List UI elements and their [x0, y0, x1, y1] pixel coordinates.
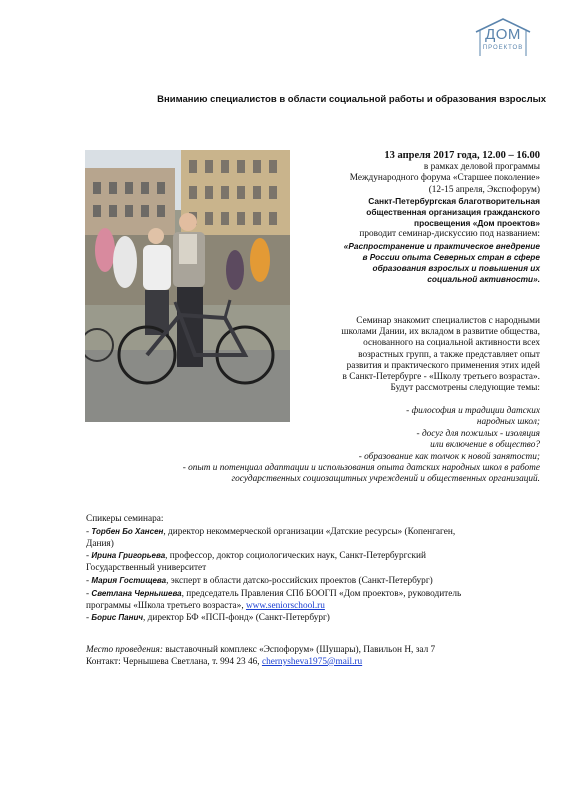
event-line: Международного форума «Старшее поколение» [349, 173, 540, 184]
description-line: возрастных групп, а также представляет опыт [358, 349, 540, 360]
speaker-item: - Торбен Бо Хансен, директор некоммерческой организации «Датские ресурсы» (Копенгаген, [86, 526, 456, 537]
description-line: в Санкт-Петербурге - «Школу третьего возраста». [342, 372, 540, 383]
speaker-name: Мария Гостищева [91, 575, 167, 585]
seminar-title-line: образования взрослых и повышения их [372, 262, 540, 273]
event-date: 13 апреля 2017 года, 12.00 – 16.00 [384, 150, 540, 161]
speakers-heading: Спикеры семинара: [86, 514, 164, 524]
speaker-desc-cont: Дания) [86, 538, 114, 549]
venue-text: выставочный комплекс «Эспофорум» (Шушары), Павильон Н, зал 7 [162, 645, 436, 655]
event-photo [85, 150, 290, 422]
event-details [296, 149, 540, 285]
event-line: (12-15 апреля, Экспофорум) [428, 184, 540, 195]
topic-line: - философия и традиции датских [406, 406, 540, 416]
speaker-item: - Мария Гостищева, эксперт в области датско-российских проектов (Санкт-Петербург) [86, 575, 433, 586]
event-line: в рамках деловой программы [423, 162, 540, 172]
contact-text: Контакт: Чернышева Светлана, т. 994 23 46, [86, 656, 262, 667]
organizer-line: общественная организация гражданского [366, 207, 540, 218]
topics-list [60, 406, 540, 486]
logo [468, 16, 538, 60]
seminar-description [296, 316, 540, 394]
venue-line [86, 645, 546, 657]
venue-section [86, 645, 546, 669]
topic-line: - образование как толчок к новой занятости; [358, 451, 540, 462]
speaker-desc: , эксперт в области датско-российских проектов (Санкт-Петербург) [166, 575, 433, 586]
logo-main-text: ДОМ [485, 26, 521, 43]
seminar-title-line: в России опыта Северных стран в сфере [362, 251, 540, 262]
speaker-name: Ирина Григорьева [91, 551, 166, 561]
description-line: основанного на социальной активности всех [363, 338, 540, 349]
contact-line [86, 657, 546, 669]
venue-label: Место проведения: [86, 645, 163, 655]
seminar-title-line: «Распространение и практическое внедрение [343, 240, 540, 251]
speaker-desc: программы «Школа третьего возраста», [86, 600, 246, 611]
organizer-line: Санкт-Петербургская благотворительная [368, 196, 540, 207]
seminar-intro: проводит семинар-дискуссию под названием: [359, 229, 540, 240]
headline: Вниманию специалистов в области социальной работы и образования взрослых [157, 94, 546, 105]
description-line: школами Дании, их вкладом в развитие общества, [341, 327, 540, 338]
seniorschool-link[interactable]: www.seniorschool.ru [245, 600, 325, 611]
topic-line: народных школ; [476, 417, 540, 428]
speaker-name: Борис Панич [91, 613, 144, 623]
speaker-desc: , директор БФ «ПСП-фонд» (Санкт-Петербург) [143, 613, 330, 624]
speaker-desc-cont: Государственный университет [86, 563, 207, 574]
speaker-desc: , директор некоммерческой организации «Датские ресурсы» (Копенгаген, [163, 526, 456, 537]
organizer-line: просвещения «Дом проектов» [414, 218, 540, 229]
speakers-section [86, 514, 546, 625]
speaker-name: Торбен Бо Хансен [91, 526, 164, 536]
topic-line: государственных социозащитных учреждений и общественных организаций. [231, 474, 540, 485]
speaker-item: - Борис Панич, директор БФ «ПСП-фонд» (Санкт-Петербург) [86, 613, 330, 624]
speaker-item: - Ирина Григорьева, профессор, доктор социологических наук, Санкт-Петербургский [86, 551, 426, 562]
description-line: Будут рассмотрены следующие темы: [390, 383, 540, 394]
topic-line: или включение в общество? [430, 440, 540, 451]
speaker-desc: , профессор, доктор социологических наук, Санкт-Петербургский [165, 551, 426, 562]
speaker-name: Светлана Чернышева [91, 588, 182, 598]
topic-line: - опыт и потенциал адаптации и использования опыта датских народных школ в работе [182, 463, 540, 474]
speaker-desc-cont [86, 601, 546, 613]
seminar-title-line: социальной активности». [427, 273, 540, 284]
logo-sub-text: ПРОЕКТОВ [482, 45, 524, 51]
topic-line: - досуг для пожилых - изоляция [416, 428, 540, 439]
description-line: развития и практического применения этих идей [346, 360, 540, 371]
speaker-item: - Светлана Чернышева, председатель Правления СПб БООГП «Дом проектов», руководитель [86, 588, 462, 599]
email-link[interactable]: chernysheva1975@mail.ru [261, 656, 363, 667]
description-line: Семинар знакомит специалистов с народными [356, 316, 540, 326]
speaker-desc: , председатель Правления СПб БООГП «Дом проектов», руководитель [181, 588, 462, 599]
